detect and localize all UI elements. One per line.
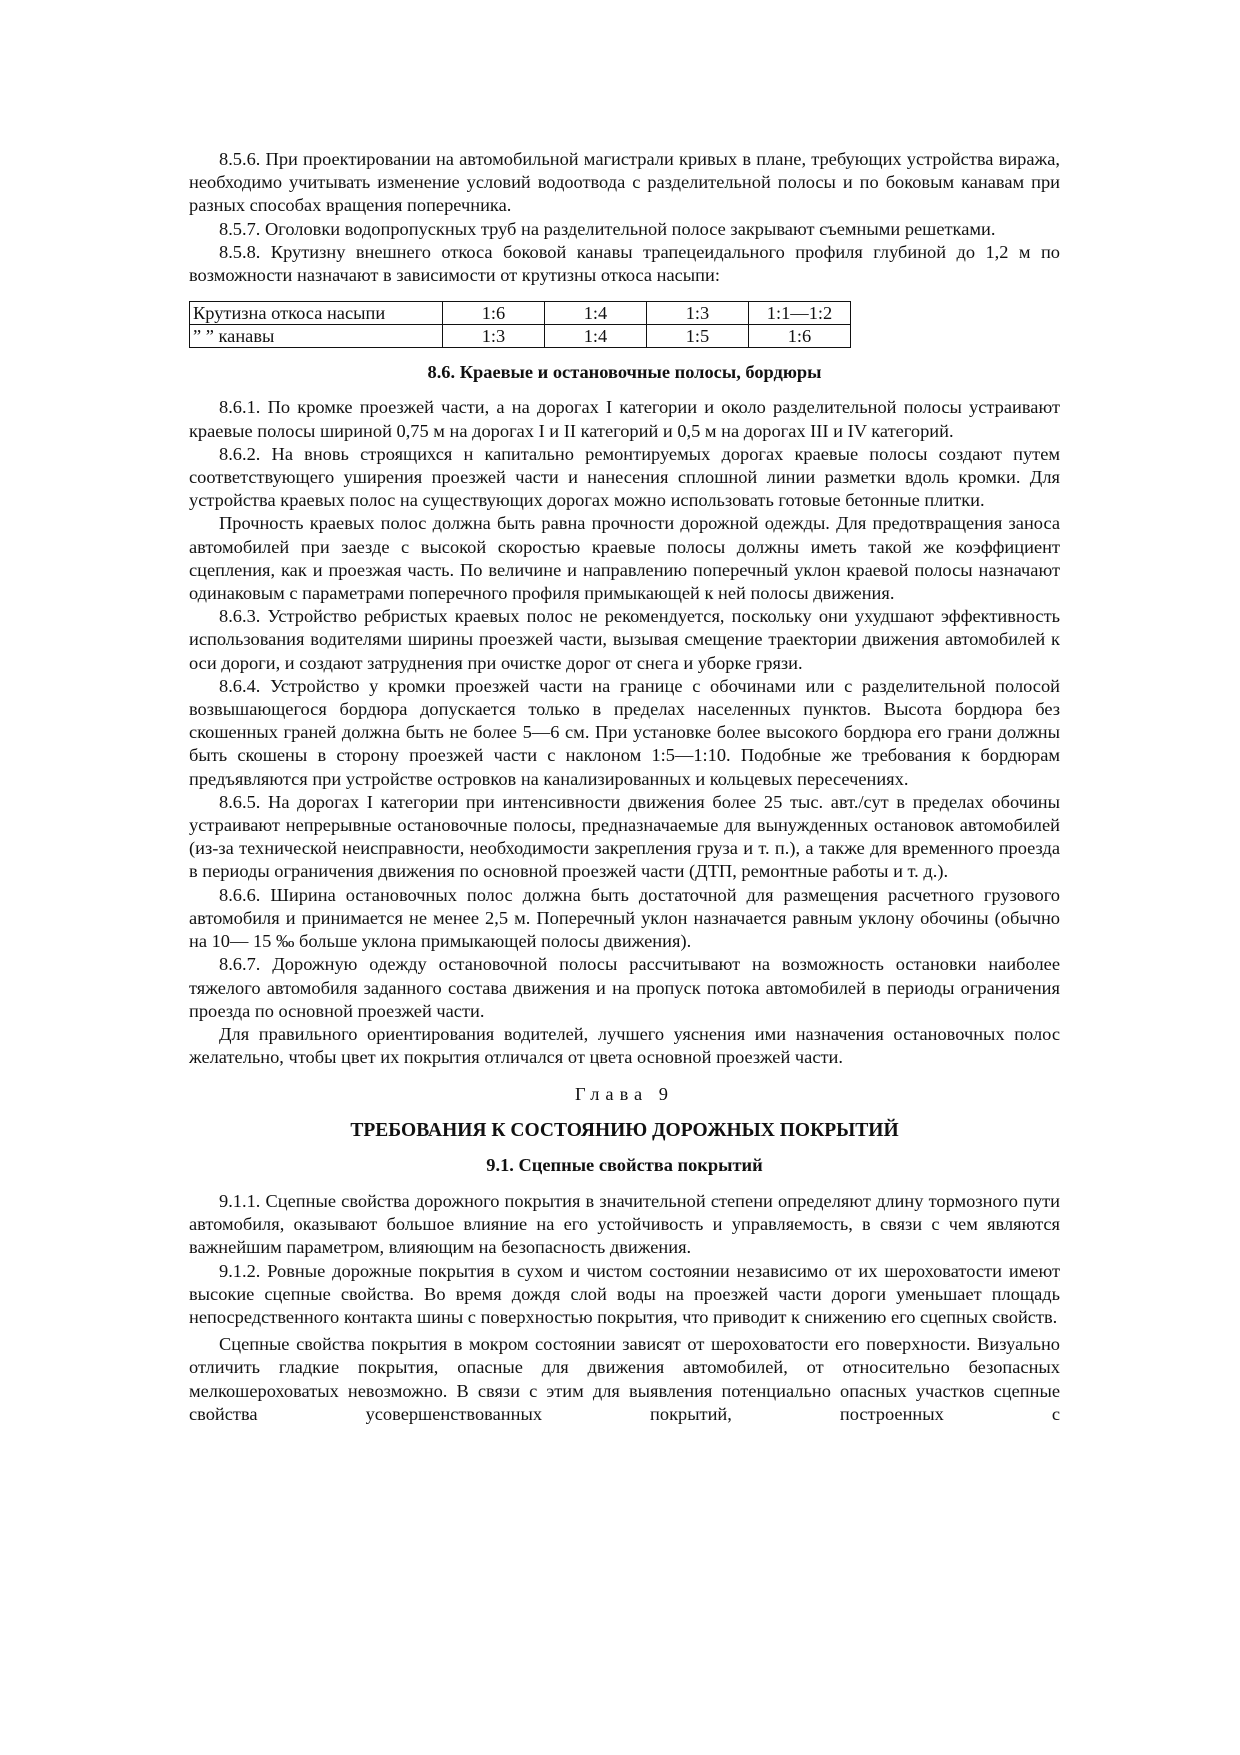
table-cell: 1:1—1:2 (749, 302, 851, 325)
table-cell: Крутизна откоса насыпи (190, 302, 443, 325)
paragraph-8-5-8: 8.5.8. Крутизну внешнего откоса боковой канавы трапецеидального профиля глубиной до 1,2 м по возможности назначают в зависимости от крутизны откоса насыпи: (189, 241, 1060, 286)
paragraph-9-1-1: 9.1.1. Сцепные свойства дорожного покрытия в значительной степени определяют длину тормозного пути автомобиля, оказывают большое влияние на его устойчивость и управляемость, в связи с чем являются важнейшим параметром, влияющим на безопасность движения. (189, 1190, 1060, 1258)
slope-table (189, 301, 851, 348)
table-cell: 1:6 (443, 302, 545, 325)
table-cell: ” ” канавы (190, 325, 443, 348)
paragraph-8-6-4: 8.6.4. Устройство у кромки проезжей части на границе с обочинами или с разделительной полосой возвышающегося бордюра допускается только в пределах населенных пунктов. Высота бордюра без скошенных граней должна быть не более 5—6 см. При установке более высокого бордюра его грани должны быть скошены в сторону проезжей части с наклоном 1:5—1:10. Подобные же требования к бордюрам предъявляются при устройстве островков на канализированных и кольцевых пересечениях. (189, 675, 1060, 789)
table-cell: 1:3 (443, 325, 545, 348)
table-cell: 1:6 (749, 325, 851, 348)
chapter-label: Глава 9 (575, 1084, 674, 1105)
document-page (189, 148, 1060, 1426)
paragraph-8-6-5: 8.6.5. На дорогах I категории при интенсивности движения более 25 тыс. авт./сут в пределах обочины устраивают непрерывные остановочные полосы, предназначаемые для вынужденных остановок автомобилей (из-за технической неисправности, необходимости закрепления груза и т. п.), а также для временного проезда в периоды ограничения движения по основной проезжей части (ДТП, ремонтные работы и т. д.). (189, 791, 1060, 882)
section-heading-9-1: 9.1. Сцепные свойства покрытий (486, 1154, 763, 1175)
slope-table-wrapper (189, 301, 1060, 348)
paragraph-8-6-1: 8.6.1. По кромке проезжей части, а на дорогах I категории и около разделительной полосы устраивают краевые полосы шириной 0,75 м на дорогах I и II категорий и 0,5 м на дорогах III и IV категорий. (189, 397, 1060, 441)
paragraph-8-6-3: 8.6.3. Устройство ребристых краевых полос не рекомендуется, поскольку они ухудшают эффективность использования водителями ширины проезжей части, вызывая смещение траектории движения автомобилей к оси дороги, и создают затруднения при очистке дорог от снега и уборке грязи. (189, 606, 1060, 673)
paragraph-8-5-7: 8.5.7. Оголовки водопропускных труб на разделительной полосе закрывают съемными решетками. (219, 218, 996, 239)
table-cell: 1:4 (545, 325, 647, 348)
paragraph-8-5-6: 8.5.6. При проектировании на автомобильной магистрали кривых в плане, требующих устройства виража, необходимо учитывать изменение условий водоотвода с разделительной полосы и по боковым канавам при разных способах вращения поперечника. (189, 149, 1060, 216)
paragraph-8-6-7: 8.6.7. Дорожную одежду остановочной полосы рассчитывают на возможность остановки наиболее тяжелого автомобиля заданного состава движения и на пропуск потока автомобилей в периоды ограничения проезда по основной проезжей части. (189, 954, 1060, 1021)
table-cell: 1:4 (545, 302, 647, 325)
table-cell: 1:3 (647, 302, 749, 325)
paragraph-8-6-6: 8.6.6. Ширина остановочных полос должна быть достаточной для размещения расчетного грузового автомобиля и принимается не менее 2,5 м. Поперечный уклон назначается равным уклону обочины (обычно на 10— 15 ‰ больше уклона примыкающей полосы движения). (189, 884, 1060, 952)
table-cell: 1:5 (647, 325, 749, 348)
paragraph-8-6-2-strength: Прочность краевых полос должна быть равна прочности дорожной одежды. Для предотвращения заноса автомобилей при заезде с высокой скоростью краевые полосы должны иметь такой же коэффициент сцепления, как и проезжая часть. По величине и направлению поперечный уклон краевой полосы назначают одинаковым с параметрами поперечного профиля примыкающей к ней полосы движения. (189, 513, 1060, 604)
table-row (190, 325, 851, 348)
paragraph-8-6-7-color: Для правильного ориентирования водителей, лучшего уяснения ими назначения остановочных полос желательно, чтобы цвет их покрытия отличался от цвета основной проезжей части. (189, 1023, 1060, 1068)
table-row (190, 302, 851, 325)
paragraph-9-1-2-wet: Сцепные свойства покрытия в мокром состоянии зависят от шероховатости его поверхности. Визуально отличить гладкие покрытия, опасные для движения автомобилей, от относительно безопасных мелкошероховатых невозможно. В связи с этим для выявления потенциально опасных участков сцепные свойства усовершенствованных покрытий, построенных с (189, 1334, 1060, 1424)
paragraph-9-1-2: 9.1.2. Ровные дорожные покрытия в сухом и чистом состоянии независимо от их шероховатости имеют высокие сцепные свойства. Во время дождя слой воды на проезжей части дороги уменьшает площадь непосредственного контакта шины с поверхностью покрытия, что приводит к снижению его сцепных свойств. (189, 1260, 1060, 1327)
section-heading-8-6: 8.6. Краевые и остановочные полосы, бордюры (427, 362, 822, 383)
paragraph-8-6-2: 8.6.2. На вновь строящихся н капитально ремонтируемых дорогах краевые полосы создают путем соответствующего уширения проезжей части и нанесения сплошной линии разметки вдоль кромки. Для устройства краевых полос на существующих дорогах можно использовать готовые бетонные плитки. (189, 443, 1060, 511)
chapter-title: ТРЕБОВАНИЯ К СОСТОЯНИЮ ДОРОЖНЫХ ПОКРЫТИЙ (350, 1119, 899, 1141)
